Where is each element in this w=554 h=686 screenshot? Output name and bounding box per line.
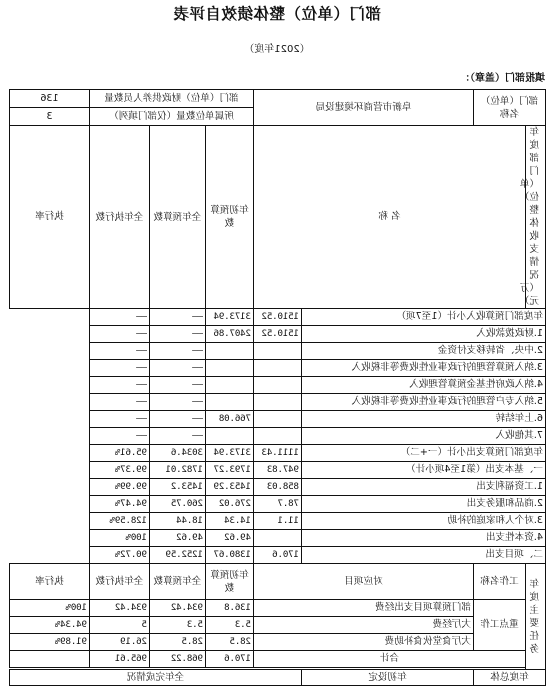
key-work-rate: 91.89% (10, 634, 90, 651)
budget-row (10, 428, 546, 445)
budget-row-rate: —— (90, 326, 150, 343)
budget-row-full-year: 276.02 (206, 496, 254, 513)
key-work-total-initial: 170.6 (206, 651, 254, 668)
budget-header-rate: 执行率 (10, 126, 90, 309)
budget-row-actual: 1782.01 (150, 462, 206, 479)
budget-row-rate: 99.99% (90, 479, 150, 496)
budget-row-name: 5.纳入专户管理的行政事业性收费等非税收入 (302, 394, 546, 411)
budget-row-actual: 260.75 (150, 496, 206, 513)
budget-row-name: 1.工资福利支出 (302, 479, 546, 496)
budget-row-rate: 95.61% (90, 445, 150, 462)
budget-row-actual: —— (150, 411, 206, 428)
budget-row-actual: —— (150, 326, 206, 343)
budget-row-actual: —— (150, 377, 206, 394)
budget-row-name: 二、项目支出 (302, 547, 546, 564)
budget-row-rate: —— (90, 360, 150, 377)
budget-section-label: 年度部门（单位）整体收支情况（万元） (526, 126, 546, 309)
budget-row-initial (254, 343, 302, 360)
budget-row (10, 411, 546, 428)
budget-row-actual: 18.44 (150, 513, 206, 530)
budget-header-item: 名 称 (254, 126, 526, 309)
evaluation-table (9, 89, 546, 686)
budget-row (10, 513, 546, 530)
budget-row-rate: 90.72% (90, 547, 150, 564)
budget-row-initial: 947.83 (254, 462, 302, 479)
budget-row-full-year: 49.62 (206, 530, 254, 547)
budget-row-rate: —— (90, 428, 150, 445)
budget-row-initial (254, 360, 302, 377)
budget-row (10, 394, 546, 411)
budget-row (10, 309, 546, 326)
key-work-header-project: 对应项目 (254, 564, 474, 600)
key-work-total-label: 合计 (254, 651, 526, 668)
budget-row-name: 年度部门预算支出小计（一+二） (302, 445, 546, 462)
budget-row-name: 2.商品和服务支出 (302, 496, 546, 513)
budget-row-rate: —— (90, 377, 150, 394)
unit-name-value: 阜新市营商环境建设局 (254, 90, 474, 126)
budget-row-initial (254, 428, 302, 445)
budget-row-initial (254, 394, 302, 411)
key-work-total-rate (10, 651, 90, 668)
budget-row-name: 7.其他收入 (302, 428, 546, 445)
budget-row-actual: —— (150, 428, 206, 445)
budget-row-full-year (206, 394, 254, 411)
budget-row-rate: —— (90, 394, 150, 411)
annual-goal-label: 年度总体 (474, 670, 546, 686)
budget-row-full-year (206, 360, 254, 377)
budget-row-full-year: 2407.86 (206, 326, 254, 343)
budget-row-initial: 11.1 (254, 513, 302, 530)
budget-row-initial (254, 377, 302, 394)
filling-unit-label: 填报部门（盖章）： (460, 73, 545, 84)
budget-header-initial: 年初预算数 (206, 126, 254, 309)
budget-rows (10, 309, 546, 564)
budget-row-actual: —— (150, 360, 206, 377)
key-work-initial: 136.8 (206, 600, 254, 617)
budget-row (10, 462, 546, 479)
budget-row-initial: 858.03 (254, 479, 302, 496)
budget-row-full-year: 1793.27 (206, 462, 254, 479)
budget-row-rate: —— (90, 343, 150, 360)
budget-row-actual: —— (150, 309, 206, 326)
key-work-initial: 28.5 (206, 634, 254, 651)
key-work-project: 部门预算项目支出经费 (254, 600, 474, 617)
budget-row-name: 4.资本性支出 (302, 530, 546, 547)
budget-row-rate: —— (90, 411, 150, 428)
key-work-initial: 5.3 (206, 617, 254, 634)
staff-count-label: 部门（单位）财政供养人员数量 (90, 90, 254, 108)
annual-goal-completion-label: 全年完成情况 (10, 670, 302, 686)
budget-row-initial: 1111.43 (254, 445, 302, 462)
subunit-count-label: 所属单位数量（仅部门填列） (90, 108, 254, 126)
key-work-full-year: 28.5 (150, 634, 206, 651)
budget-row (10, 547, 546, 564)
budget-row (10, 377, 546, 394)
budget-row-actual: 3034.6 (150, 445, 206, 462)
key-work-header-full-year: 全年预算数 (150, 564, 206, 600)
budget-row-rate: —— (90, 309, 150, 326)
budget-header-full-year: 全年预算数 (150, 126, 206, 309)
budget-row-full-year: 766.08 (206, 411, 254, 428)
budget-row-name: 年度部门预算收入小计（1至7项） (302, 309, 546, 326)
budget-header-actual: 全年执行数 (90, 126, 150, 309)
year-label: （2021年度） (244, 44, 310, 55)
budget-row-full-year: 1380.67 (206, 547, 254, 564)
budget-row-name: 6.上年结转 (302, 411, 546, 428)
key-work-full-year: 934.42 (150, 600, 206, 617)
key-work-rate: 100% (10, 600, 90, 617)
key-work-section-label: 年度主要任务 (526, 564, 546, 670)
key-work-actual: 26.19 (90, 634, 150, 651)
budget-row (10, 530, 546, 547)
budget-row-full-year: 3173.94 (206, 309, 254, 326)
key-work-full-year: 5.3 (150, 617, 206, 634)
budget-row-rate: 100% (90, 530, 150, 547)
key-work-total-full-year: 968.22 (150, 651, 206, 668)
budget-row-full-year (206, 428, 254, 445)
key-work-total-actual: 965.61 (90, 651, 150, 668)
key-work-project: 大厅食堂伙食补助费 (254, 634, 474, 651)
budget-row-actual: 1453.2 (150, 479, 206, 496)
budget-row-initial: 170.6 (254, 547, 302, 564)
key-work-header-actual: 全年执行数 (90, 564, 150, 600)
subunit-count-value: 3 (10, 108, 90, 126)
budget-row-name: 一、基本支出（第1至4项小计） (302, 462, 546, 479)
budget-row-full-year (206, 343, 254, 360)
budget-row-initial (254, 411, 302, 428)
key-work-actual: 934.42 (90, 600, 150, 617)
budget-row-rate: 128.59% (90, 513, 150, 530)
budget-row-initial: 1510.52 (254, 326, 302, 343)
budget-row-name: 3.对个人和家庭的补助 (302, 513, 546, 530)
budget-row (10, 343, 546, 360)
key-work-project: 大厅经费 (254, 617, 474, 634)
budget-row-actual: —— (150, 394, 206, 411)
key-work-rate: 94.34% (10, 617, 90, 634)
budget-row (10, 360, 546, 377)
budget-row-rate: 94.47% (90, 496, 150, 513)
key-work-header-rate: 执行率 (10, 564, 90, 600)
page-title: 部门（单位）整体绩效自评表 (173, 5, 382, 23)
budget-row-full-year: 3173.94 (206, 445, 254, 462)
key-work-header-work: 工作名称 (474, 564, 526, 600)
key-work-actual: 5 (90, 617, 150, 634)
budget-row (10, 479, 546, 496)
budget-row (10, 496, 546, 513)
budget-row-initial: 1510.52 (254, 309, 302, 326)
budget-row-rate: 99.37% (90, 462, 150, 479)
budget-row-actual: 49.62 (150, 530, 206, 547)
key-work-header-initial: 年初预算数 (206, 564, 254, 600)
budget-row-name: 3.纳入预算管理的行政事业性收费等非税收入 (302, 360, 546, 377)
annual-goal-set-label: 年初设定 (302, 670, 474, 686)
budget-row-full-year: 14.34 (206, 513, 254, 530)
key-work-name: 重点工作 (474, 600, 526, 651)
budget-row-name: 2.中央、省转移支付资金 (302, 343, 546, 360)
budget-row-name: 4.纳入政府性基金预算管理收入 (302, 377, 546, 394)
budget-row (10, 445, 546, 462)
budget-row-initial (254, 530, 302, 547)
unit-name-label: 部门（单位）名称 (474, 90, 546, 126)
budget-row-full-year (206, 377, 254, 394)
budget-row-name: 1.财政拨款收入 (302, 326, 546, 343)
budget-row-actual: 1252.59 (150, 547, 206, 564)
budget-row-full-year: 1453.29 (206, 479, 254, 496)
staff-count-value: 136 (10, 90, 90, 108)
budget-row-initial: 78.7 (254, 496, 302, 513)
budget-row-actual: —— (150, 343, 206, 360)
budget-row (10, 326, 546, 343)
